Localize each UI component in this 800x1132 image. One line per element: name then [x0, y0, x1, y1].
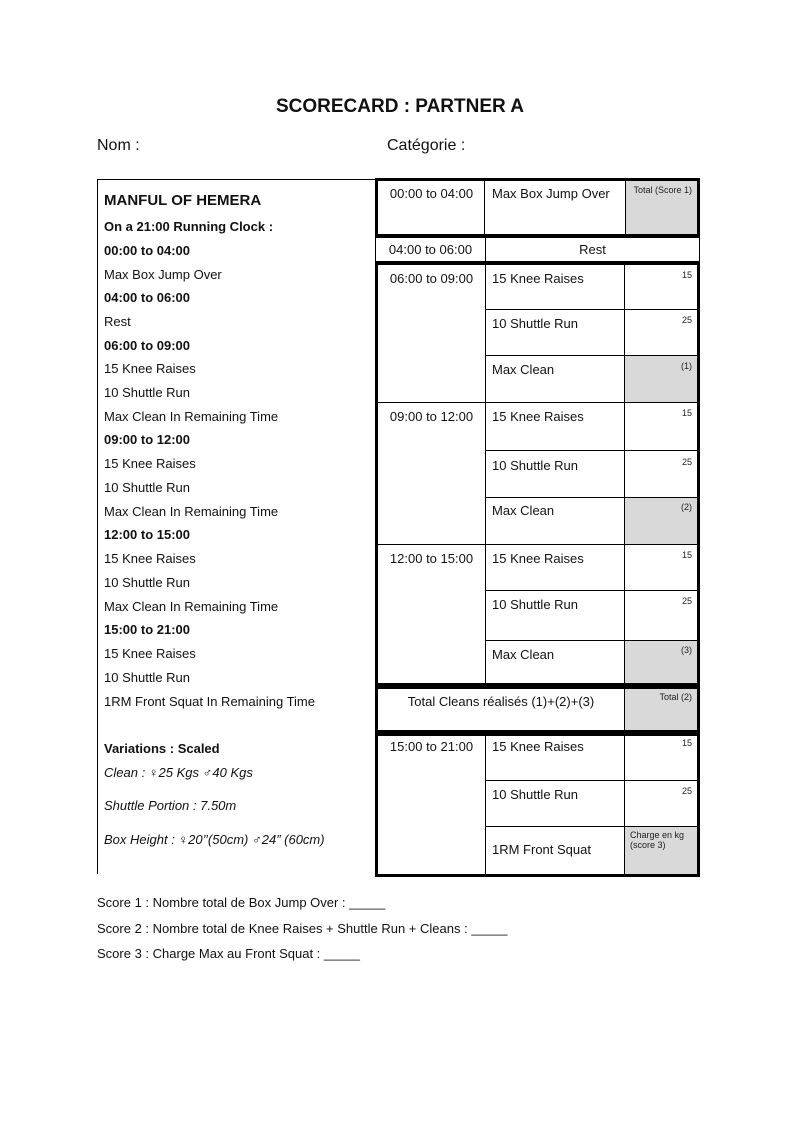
block-5-row-note: 15 — [681, 738, 692, 748]
block-2-row-exercise: Max Clean — [492, 362, 555, 377]
workout-line: Max Box Jump Over — [104, 267, 222, 282]
nom-label: Nom : — [97, 137, 140, 154]
block-2-row-note: 15 — [681, 270, 692, 280]
workout-line: 15 Knee Raises — [104, 646, 196, 661]
workout-line: 15 Knee Raises — [104, 551, 196, 566]
page-title: SCORECARD : PARTNER A — [275, 96, 525, 117]
block-3-row-exercise: 10 Shuttle Run — [492, 458, 579, 473]
score-3-note: Charge en kg (score 3) — [630, 830, 685, 850]
total-cleans-label: Total Cleans réalisés (1)+(2)+(3) — [407, 694, 595, 709]
workout-line: Max Clean In Remaining Time — [104, 504, 279, 519]
workout-line: 15:00 to 21:00 — [104, 622, 190, 637]
divider — [378, 402, 485, 403]
block-4-row-exercise: 10 Shuttle Run — [492, 597, 579, 612]
workout-line: Rest — [104, 314, 131, 329]
block-3-time: 09:00 to 12:00 — [389, 409, 474, 424]
block-3-row-exercise: Max Clean — [492, 503, 555, 518]
block-5-row-exercise: 15 Knee Raises — [492, 739, 584, 754]
divider — [485, 544, 697, 545]
workout-clock: On a 21:00 Running Clock : — [104, 219, 274, 234]
block-2-row-exercise: 15 Knee Raises — [492, 271, 584, 286]
block-3-row-note: 25 — [681, 457, 692, 467]
rest-label: Rest — [579, 242, 606, 257]
block-4-row-note: 25 — [681, 596, 692, 606]
workout-line: 06:00 to 09:00 — [104, 338, 190, 353]
block-2-row-note: 25 — [681, 315, 692, 325]
workout-line: 10 Shuttle Run — [104, 385, 191, 400]
variation-clean: Clean : ♀25 Kgs ♂40 Kgs — [104, 765, 253, 780]
workout-line: Max Clean In Remaining Time — [104, 599, 279, 614]
workout-line: 15 Knee Raises — [104, 361, 196, 376]
block-1-exercise: Max Box Jump Over — [492, 186, 610, 201]
workout-line: 10 Shuttle Run — [104, 670, 191, 685]
divider — [485, 402, 697, 403]
categorie-label: Catégorie : — [387, 137, 466, 154]
divider — [378, 544, 485, 545]
block-3-row-exercise: 15 Knee Raises — [492, 409, 584, 424]
block-4-row-note: 15 — [681, 550, 692, 560]
block-2-time: 06:00 to 09:00 — [389, 271, 474, 286]
divider — [485, 309, 697, 310]
score-1-line: Score 1 : Nombre total de Box Jump Over : _____ — [97, 895, 386, 910]
block-2-row-note: (1) — [681, 361, 692, 371]
block-5-row-exercise: 1RM Front Squat — [492, 842, 591, 857]
score-2-line: Score 2 : Nombre total de Knee Raises + Shuttle Run + Cleans : _____ — [97, 921, 508, 936]
workout-line: 1RM Front Squat In Remaining Time — [104, 694, 315, 709]
workout-line: 15 Knee Raises — [104, 456, 196, 471]
block-3-row-note: (2) — [681, 502, 692, 512]
block-5-row-note: 25 — [681, 786, 692, 796]
variations-title: Variations : Scaled — [104, 741, 220, 756]
score-1-note: Total (Score 1) — [633, 185, 692, 195]
block-4-row-exercise: 15 Knee Raises — [492, 551, 584, 566]
workout-line: 12:00 to 15:00 — [104, 527, 190, 542]
divider — [624, 265, 625, 683]
variation-shuttle: Shuttle Portion : 7.50m — [104, 798, 237, 813]
block-4-row-note: (3) — [681, 645, 692, 655]
block-5-time: 15:00 to 21:00 — [389, 739, 474, 754]
score-3-line: Score 3 : Charge Max au Front Squat : _____ — [97, 946, 361, 961]
workout-line: 10 Shuttle Run — [104, 575, 191, 590]
block-2-row-exercise: 10 Shuttle Run — [492, 316, 579, 331]
block-3-row-note: 15 — [681, 408, 692, 418]
divider — [485, 780, 697, 781]
total-2-note: Total (2) — [659, 692, 692, 702]
workout-line: 10 Shuttle Run — [104, 480, 191, 495]
divider — [485, 265, 486, 683]
workout-line: 04:00 to 06:00 — [104, 290, 190, 305]
divider — [485, 450, 697, 451]
divider — [485, 736, 486, 874]
block-4-time: 12:00 to 15:00 — [389, 551, 474, 566]
block-1-time: 00:00 to 04:00 — [389, 186, 474, 201]
divider — [485, 590, 697, 591]
workout-line: 09:00 to 12:00 — [104, 432, 190, 447]
workout-line: Max Clean In Remaining Time — [104, 409, 279, 424]
variation-box-height: Box Height : ♀20’’(50cm) ♂24” (60cm) — [104, 832, 325, 847]
rest-time: 04:00 to 06:00 — [388, 242, 473, 257]
block-5-row-exercise: 10 Shuttle Run — [492, 787, 579, 802]
workout-name: MANFUL OF HEMERA — [104, 192, 262, 209]
workout-line: 00:00 to 04:00 — [104, 243, 190, 258]
block-4-row-exercise: Max Clean — [492, 647, 555, 662]
